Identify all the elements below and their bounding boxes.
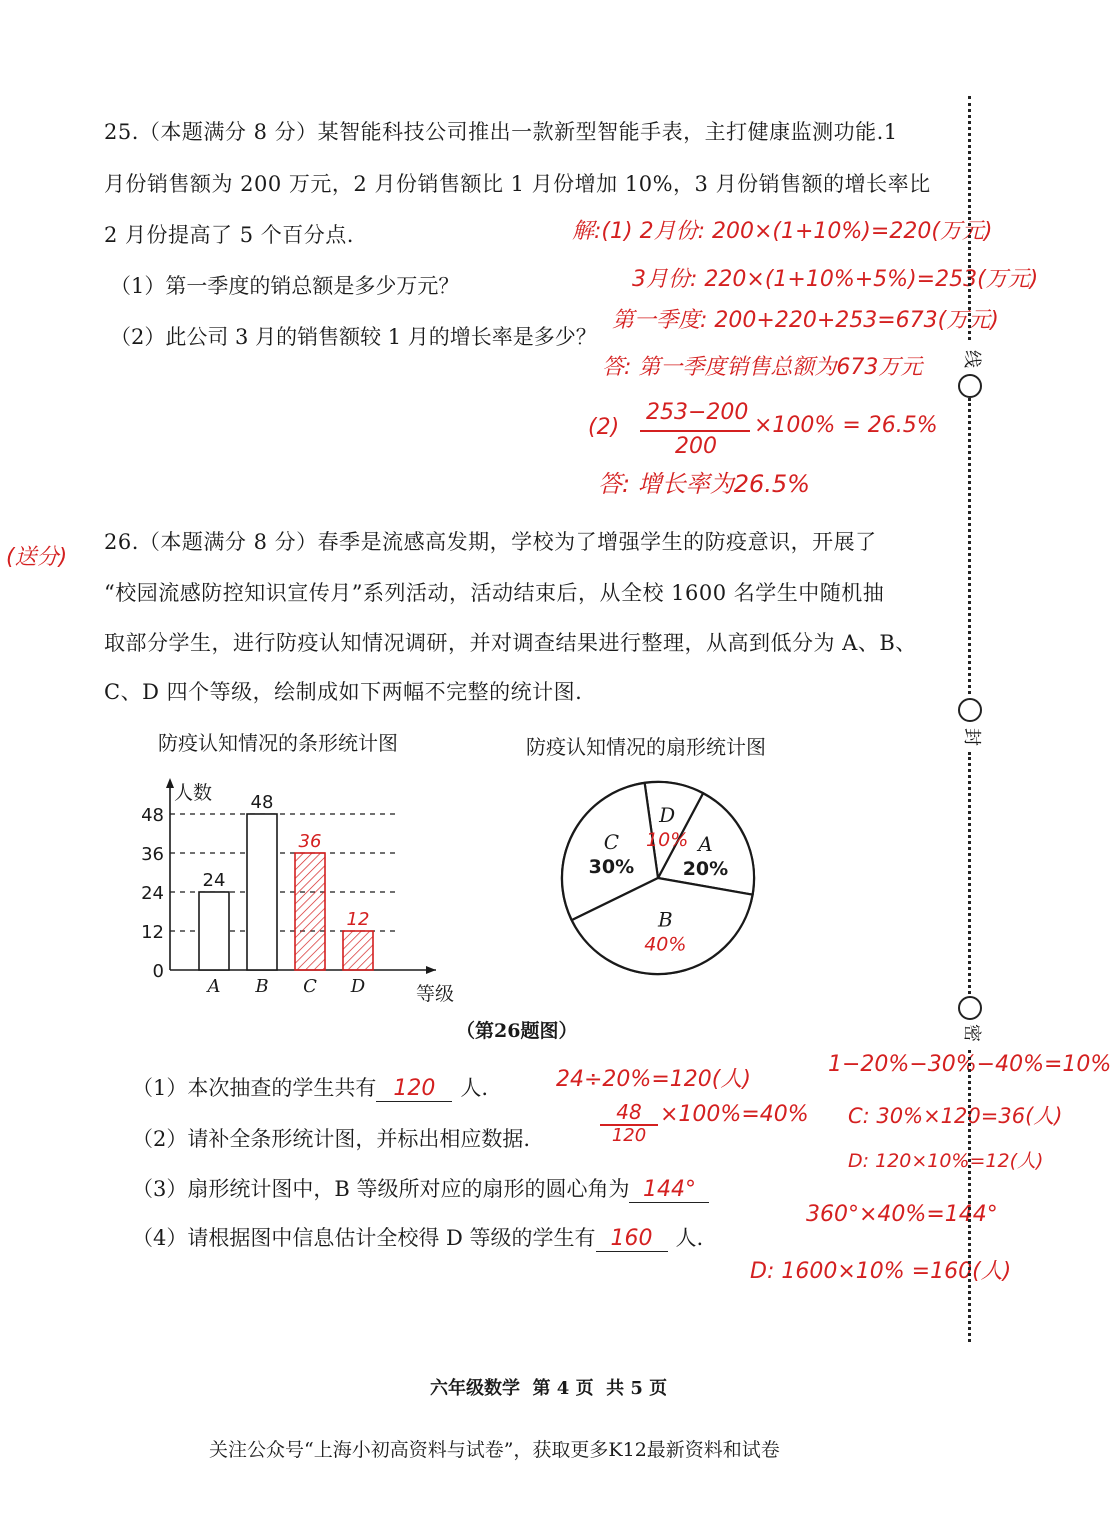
q25-line-2: 月份销售额为 200 万元，2 月份销售额比 1 月份增加 10%，3 月份销售额的增长率比: [104, 172, 931, 196]
x-tick-label-D: D: [350, 976, 366, 997]
y-tick-label: 0: [152, 961, 164, 982]
pie-slice-percent-A: 20%: [682, 857, 729, 880]
q26-sub3-answer-blank: [629, 1177, 709, 1203]
bar-B: [247, 814, 277, 970]
seal-char-feng: 封: [961, 728, 982, 746]
page-footer: 六年级数学 第 4 页 共 5 页: [430, 1378, 668, 1399]
pie-chart-title: 防疫认知情况的扇形统计图: [526, 735, 766, 759]
q25-subquestion-1: （1）第一季度的销总额是多少万元？: [110, 274, 460, 298]
pie-slice-label-D: D: [659, 803, 676, 828]
figure-caption: （第26题图）: [456, 1020, 578, 1042]
pie-slice-label-A: A: [698, 831, 713, 856]
y-tick-label: 24: [141, 883, 164, 904]
bar-chart-title: 防疫认知情况的条形统计图: [158, 731, 398, 755]
q25-subquestion-2: （2）此公司 3 月的销售额较 1 月的增长率是多少？: [110, 325, 597, 349]
pie-slice-percent-D: 10%: [646, 829, 689, 852]
q26-hand-r4: 360°×40%=144°: [806, 1202, 998, 1227]
q26-subquestion-3: [132, 1173, 709, 1203]
q26-hand-r2: C: 30%×120=36(人): [848, 1104, 1063, 1128]
q26-sub1-prefix: （1）本次抽查的学生共有: [132, 1076, 377, 1100]
q26-hand-m2-denominator: 120: [611, 1125, 647, 1146]
q25-hand-fraction-denominator: 200: [675, 434, 717, 459]
seal-dotted-line-4: [968, 1050, 971, 1342]
y-tick-label: 36: [141, 844, 164, 865]
q26-subquestion-4: [132, 1222, 703, 1252]
bar-value-label-B: 48: [250, 792, 274, 813]
q26-line-1: 26.（本题满分 8 分）春季是流感高发期，学校为了增强学生的防疫意识，开展了: [104, 530, 877, 554]
q26-subquestion-2: （2）请补全条形统计图，并标出相应数据.: [132, 1127, 531, 1151]
bar-value-label-C: 36: [298, 831, 322, 852]
q26-sub4-answer-blank: [596, 1226, 668, 1252]
seal-circle-1: [958, 374, 982, 398]
seal-dotted-line-3: [968, 752, 971, 994]
bar-value-label-A: 24: [202, 870, 226, 891]
q25-line-3: 2 月份提高了 5 个百分点.: [104, 223, 354, 247]
bar-value-label-D: 12: [346, 909, 370, 930]
pie-slice-percent-C: 30%: [588, 856, 635, 879]
q26-subquestion-1: [132, 1072, 488, 1102]
q25-hand-fraction-bar: [640, 430, 750, 432]
x-tick-label-B: B: [255, 976, 269, 997]
seal-circle-3: [958, 996, 982, 1020]
x-tick-label-C: C: [303, 976, 317, 997]
q25-hand-line-5-rest: ×100% = 26.5%: [754, 413, 938, 438]
pie-slice-label-B: B: [657, 907, 673, 932]
q26-hand-m2-numerator: 48: [616, 1100, 642, 1124]
seal-circle-2: [958, 698, 982, 722]
q26-line-4: C、D 四个等级，绘制成如下两幅不完整的统计图.: [104, 680, 583, 704]
q26-sub1-answer-blank: [376, 1076, 452, 1102]
q26-hand-r3: D: 120×10%=12(人): [848, 1150, 1044, 1172]
y-tick-label: 48: [141, 805, 164, 826]
y-tick-label: 12: [141, 922, 164, 943]
promo-footer: 关注公众号“上海小初高资料与试卷”，获取更多K12最新资料和试卷: [209, 1439, 780, 1461]
q26-sub1-answer: 120: [393, 1076, 436, 1101]
y-axis-arrow: [166, 778, 174, 788]
q26-sub3-prefix: （3）扇形统计图中，B 等级所对应的扇形的圆心角为: [132, 1177, 630, 1201]
q26-side-note: (送分): [6, 545, 68, 570]
q26-sub1-suffix: 人.: [460, 1076, 489, 1100]
x-tick-label-A: A: [207, 976, 221, 997]
q26-sub3-answer: 144°: [642, 1177, 696, 1202]
seal-dotted-line-2: [968, 398, 971, 694]
bar-A: [199, 892, 229, 970]
pie-slice-label-C: C: [603, 830, 620, 855]
x-axis-arrow: [426, 966, 436, 974]
pie-chart: [550, 780, 770, 980]
q26-sub4-suffix: 人.: [675, 1226, 704, 1250]
q26-hand-r1: 1−20%−30%−40%=10%: [828, 1052, 1111, 1077]
q25-hand-line-6: 答: 增长率为26.5%: [598, 470, 810, 498]
pie-slice-percent-B: 40%: [644, 933, 687, 956]
q26-sub4-prefix: （4）请根据图中信息估计全校得 D 等级的学生有: [132, 1226, 596, 1250]
seal-dotted-line-1: [968, 96, 971, 340]
q26-hand-m1: 24÷20%=120(人): [556, 1067, 751, 1092]
q25-hand-line-2: 3月份: 220×(1+10%+5%)=253(万元): [632, 267, 1039, 292]
q25-line-1: 25.（本题满分 8 分）某智能科技公司推出一款新型智能手表，主打健康监测功能.1: [104, 120, 898, 144]
q25-hand-fraction-numerator: 253−200: [646, 400, 749, 425]
q26-hand-r5: D: 1600×10% =160(人): [750, 1259, 1012, 1284]
q26-hand-m2-rest: ×100%=40%: [660, 1102, 809, 1127]
q26-line-2: “校园流感防控知识宣传月”系列活动，活动结束后，从全校 1600 名学生中随机抽: [104, 581, 885, 605]
q25-hand-line-3: 第一季度: 200+220+253=673(万元): [612, 308, 999, 333]
q25-hand-label-2: (2): [588, 415, 620, 440]
q25-hand-line-4: 答: 第一季度销售总额为673万元: [602, 355, 923, 380]
seal-char-mi: 密: [961, 1024, 982, 1042]
y-axis-label: 人数: [174, 782, 213, 804]
bar-D: [343, 931, 373, 970]
bar-chart: [140, 770, 455, 1010]
bar-C: [295, 853, 325, 970]
q25-hand-line-1: 解:(1) 2月份: 200×(1+10%)=220(万元): [572, 219, 993, 244]
seal-char-xian: 线: [961, 350, 982, 368]
x-axis-label: 等级: [416, 983, 455, 1005]
q26-sub4-answer: 160: [610, 1226, 653, 1251]
q26-line-3: 取部分学生，进行防疫认知情况调研，并对调查结果进行整理，从高到低分为 A、B、: [104, 631, 917, 655]
